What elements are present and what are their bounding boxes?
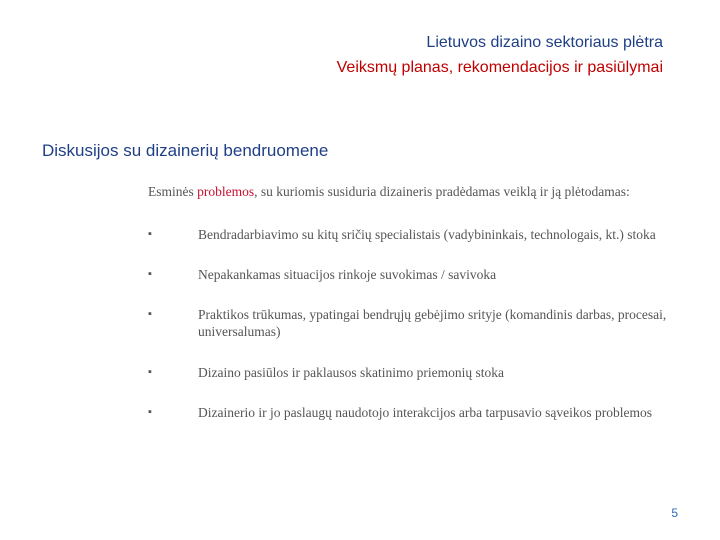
- slide-header: [337, 30, 663, 80]
- intro-after: , su kuriomis susiduria dizaineris pradėdamas veiklą ir ją plėtodamas:: [254, 184, 630, 199]
- bullet-icon: ▪: [148, 228, 152, 240]
- intro-accent: problemos: [197, 184, 255, 199]
- list-item-text: Nepakankamas situacijos rinkoje suvokimas / savivoka: [198, 267, 497, 282]
- header-title: Lietuvos dizaino sektoriaus plėtra: [426, 34, 663, 51]
- list-item-text: Praktikos trūkumas, ypatingai bendrųjų gebėjimo srityje (komandinis darbas, procesai, universalumas): [198, 307, 667, 339]
- header-subtitle: Veiksmų planas, rekomendacijos ir pasiūlymai: [336, 59, 663, 76]
- page-number: 5: [671, 506, 678, 520]
- bullet-icon: ▪: [148, 308, 152, 320]
- list-item-text: Bendradarbiavimo su kitų sričių specialistais (vadybininkais, technologais, kt.) stoka: [198, 227, 656, 242]
- list-item-text: Dizainerio ir jo paslaugų naudotojo interakcijos arba tarpusavio sąveikos problemos: [198, 405, 653, 420]
- bullet-icon: ▪: [148, 366, 152, 378]
- list-item-text: Dizaino pasiūlos ir paklausos skatinimo priemonių stoka: [198, 365, 504, 380]
- bullet-icon: ▪: [148, 406, 152, 418]
- intro-before: Esminės: [148, 184, 198, 199]
- bullet-icon: ▪: [148, 268, 152, 280]
- section-title: Diskusijos su dizainerių bendruomene: [42, 141, 329, 160]
- intro-text: [148, 184, 630, 200]
